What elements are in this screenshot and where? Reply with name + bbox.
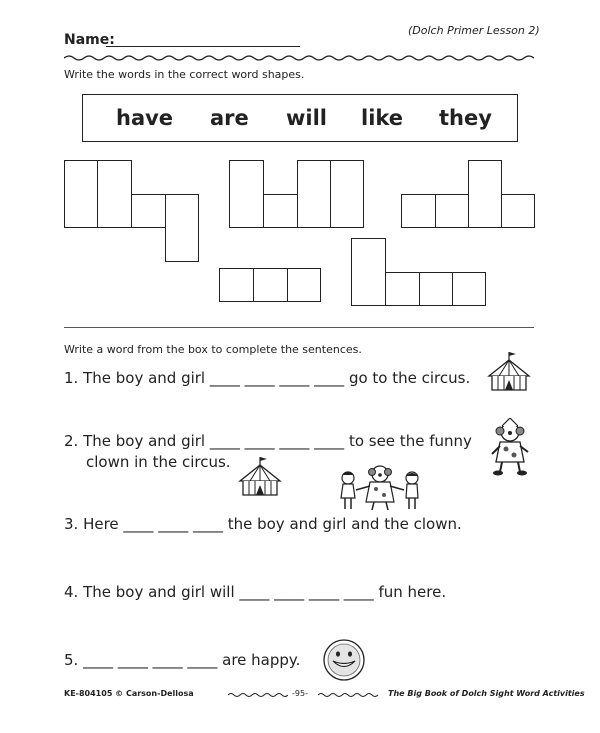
letter-box[interactable]	[297, 160, 331, 228]
name-write-line[interactable]	[106, 46, 300, 47]
letter-box[interactable]	[351, 238, 386, 306]
lesson-label: (Dolch Primer Lesson 2)	[408, 24, 540, 37]
letter-box[interactable]	[435, 194, 469, 228]
letter-box[interactable]	[165, 194, 199, 262]
letter-box[interactable]	[385, 272, 420, 306]
word-like: like	[361, 106, 404, 130]
instruction-word-shapes: Write the words in the correct word shapes.	[64, 68, 305, 81]
letter-box[interactable]	[64, 160, 98, 228]
letter-box[interactable]	[263, 194, 298, 228]
letter-box[interactable]	[419, 272, 453, 306]
sentence-4[interactable]: 4. The boy and girl will ____ ____ ____ ____ fun here.	[64, 583, 447, 601]
letter-box[interactable]	[452, 272, 486, 306]
decorative-border-top	[64, 54, 534, 62]
word-they: they	[439, 106, 492, 130]
name-label: Name:	[64, 32, 115, 48]
word-will: will	[286, 106, 327, 130]
children-and-clown-icon	[330, 462, 430, 512]
circus-tent-icon	[238, 455, 282, 497]
instruction-sentences: Write a word from the box to complete the sentences.	[64, 343, 362, 356]
footer-wavy-right	[318, 692, 380, 698]
word-are: are	[210, 106, 249, 130]
sentence-5[interactable]: 5. ____ ____ ____ ____ are happy.	[64, 651, 301, 669]
smiley-face-icon	[322, 638, 366, 682]
letter-box[interactable]	[501, 194, 535, 228]
letter-box[interactable]	[253, 268, 288, 302]
sentence-2-continued: clown in the circus.	[86, 453, 231, 471]
letter-box[interactable]	[330, 160, 364, 228]
letter-box[interactable]	[97, 160, 132, 228]
footer-copyright: KE-804105 © Carson-Dellosa	[64, 689, 194, 698]
clown-icon	[490, 418, 530, 476]
letter-box[interactable]	[287, 268, 321, 302]
letter-box[interactable]	[229, 160, 264, 228]
circus-tent-icon	[487, 350, 531, 392]
section-divider	[64, 327, 534, 328]
sentence-2[interactable]: 2. The boy and girl ____ ____ ____ ____ to see the funny	[64, 432, 472, 450]
sentence-1[interactable]: 1. The boy and girl ____ ____ ____ ____ go to the circus.	[64, 369, 471, 387]
letter-box[interactable]	[468, 160, 502, 228]
footer-book-title: The Big Book of Dolch Sight Word Activities	[388, 689, 585, 698]
word-have: have	[116, 106, 174, 130]
page-number: -95-	[292, 689, 308, 698]
letter-box[interactable]	[219, 268, 254, 302]
sentence-3[interactable]: 3. Here ____ ____ ____ the boy and girl and the clown.	[64, 515, 462, 533]
footer-wavy-left	[228, 692, 288, 698]
letter-box[interactable]	[131, 194, 166, 228]
letter-box[interactable]	[401, 194, 436, 228]
